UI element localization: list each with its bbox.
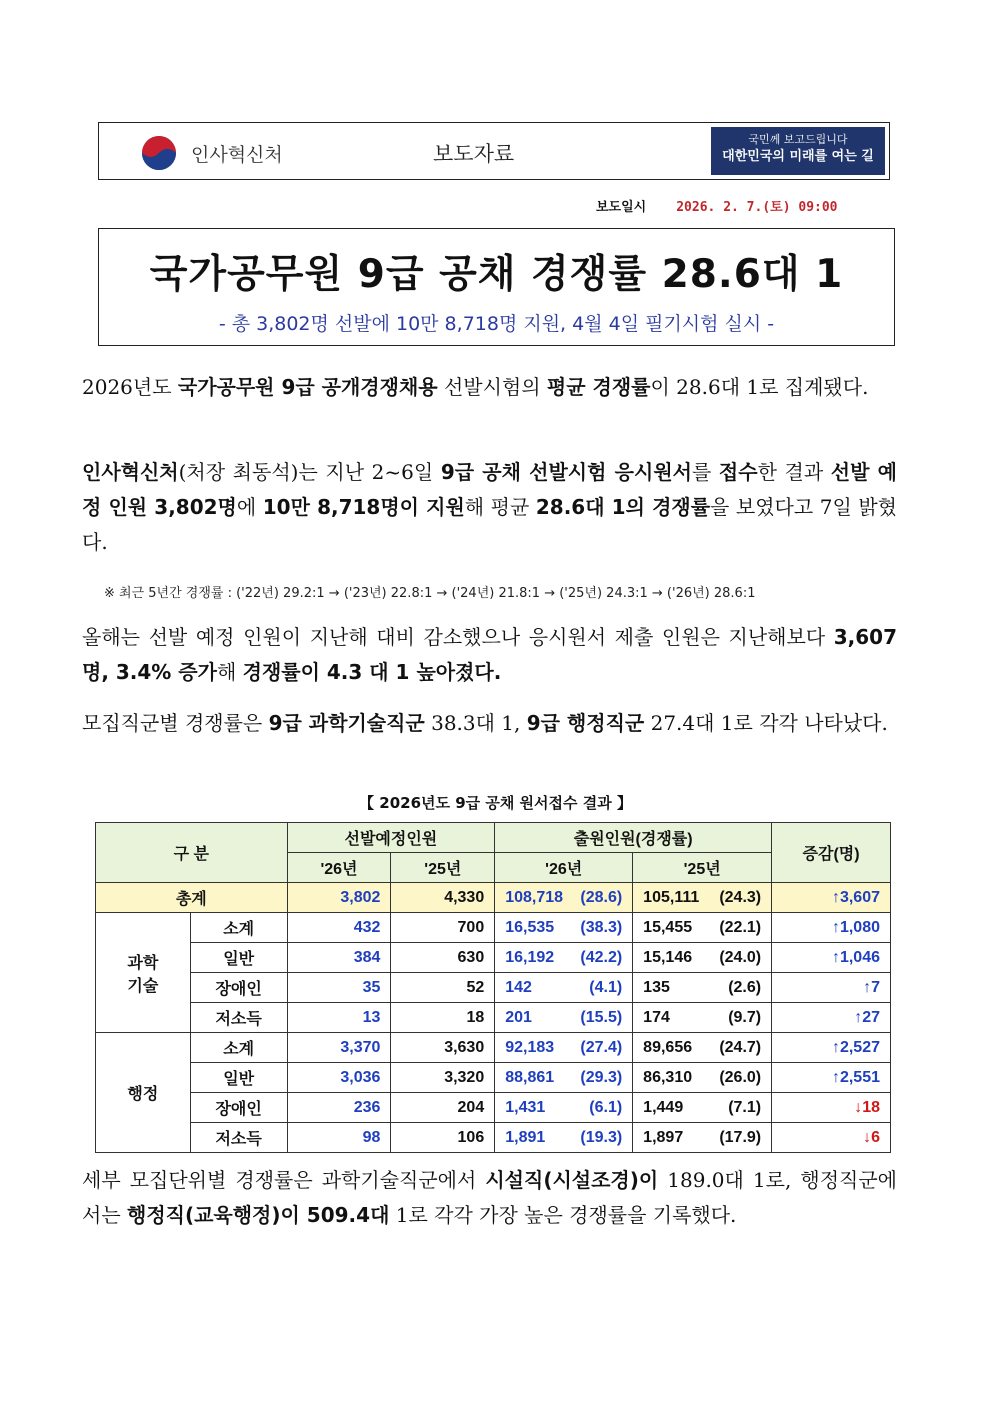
row-label: 장애인 [190, 1093, 287, 1123]
selection-2026: 98 [287, 1123, 391, 1153]
competition-rate: (28.6) [580, 888, 623, 906]
selection-2025: 204 [391, 1093, 495, 1123]
applicant-count: 15,146 [643, 948, 693, 966]
text-run: 38.3대 1, [424, 711, 527, 735]
row-label: 총계 [96, 883, 288, 913]
selection-2025: 630 [391, 943, 495, 973]
applicant-count: 89,656 [643, 1038, 693, 1056]
text-run: 해 [216, 660, 243, 684]
applicants-2026 [495, 1003, 633, 1033]
competition-rate: (22.1) [719, 918, 762, 936]
text-run: 세부 모집단위별 경쟁률은 과학기술직군에서 [82, 1168, 486, 1192]
applicant-count: 16,535 [505, 918, 555, 936]
text-run: 2026년도 [82, 375, 178, 399]
selection-2025: 3,630 [391, 1033, 495, 1063]
document-type: 보도자료 [433, 142, 515, 166]
table-row [96, 1003, 891, 1033]
competition-rate: (26.0) [719, 1068, 762, 1086]
applicants-2026 [495, 1063, 633, 1093]
table-caption: 【 2026년도 9급 공채 원서접수 결과 】 [359, 794, 632, 812]
history-note: ※ 최근 5년간 경쟁률 : ('22년) 29.2:1 → ('23년) 22.8:1 → ('24년) 21.8:1 → ('25년) 24.3:1 → ('26년) 28.6:1 [104, 586, 756, 601]
competition-rate: (19.3) [580, 1128, 623, 1146]
competition-rate: (9.7) [728, 1008, 762, 1026]
table-row [96, 1123, 891, 1153]
applicant-count: 1,449 [643, 1098, 684, 1116]
slogan-line1: 국민께 보고드립니다 [748, 133, 848, 146]
text-run: 올해는 선발 예정 인원이 지난해 대비 감소했으나 응시원서 제출 인원은 지난해보다 [82, 625, 834, 649]
selection-2026: 35 [287, 973, 391, 1003]
selection-2025: 18 [391, 1003, 495, 1033]
applicant-count: 88,861 [505, 1068, 555, 1086]
selection-2025: 3,320 [391, 1063, 495, 1093]
competition-rate: (17.9) [719, 1128, 762, 1146]
applicants-2026 [495, 1123, 633, 1153]
change-count: ↑2,551 [772, 1063, 891, 1093]
text-run-bold: 28.6대 1의 경쟁률 [535, 495, 711, 519]
change-count: ↑2,527 [772, 1033, 891, 1063]
release-date [596, 196, 838, 215]
text-run-bold: 경쟁률이 4.3 대 1 높아졌다. [242, 660, 502, 684]
selection-2026: 384 [287, 943, 391, 973]
applicant-count: 86,310 [643, 1068, 693, 1086]
slogan-line2: 대한민국의 미래를 여는 길 [722, 149, 874, 164]
table-row [96, 1063, 891, 1093]
group-label: 행정 [96, 1033, 191, 1153]
text-run-bold: 시설직(시설조경)이 [485, 1168, 659, 1192]
applicant-count: 201 [505, 1008, 532, 1026]
text-run: 한 결과 [757, 460, 831, 484]
selection-2026: 3,370 [287, 1033, 391, 1063]
change-count: ↑1,046 [772, 943, 891, 973]
applicant-count: 16,192 [505, 948, 555, 966]
competition-rate: (42.2) [580, 948, 623, 966]
release-datetime: 2026. 2. 7.(토) 09:00 [676, 200, 838, 215]
selection-2025: 700 [391, 913, 495, 943]
applicants-2026 [495, 883, 633, 913]
applicants-2025 [633, 883, 772, 913]
competition-rate: (24.7) [719, 1038, 762, 1056]
agency-name: 인사혁신처 [191, 144, 283, 166]
applicant-count: 1,431 [505, 1098, 546, 1116]
paragraph-1 [82, 370, 897, 405]
page-title: 국가공무원 9급 공채 경쟁률 28.6대 1 [149, 252, 844, 297]
row-label: 저소득 [190, 1123, 287, 1153]
competition-rate: (7.1) [728, 1098, 762, 1116]
table-row [96, 1093, 891, 1123]
text-run-bold: 3,607명, 3.4% 증가 [82, 625, 897, 684]
change-count: ↑27 [772, 1003, 891, 1033]
selection-2026: 3,802 [287, 883, 391, 913]
text-run: 를 [691, 460, 719, 484]
competition-rate: (24.0) [719, 948, 762, 966]
selection-2025: 52 [391, 973, 495, 1003]
text-run-bold: 10만 8,718명이 지원 [262, 495, 465, 519]
header-sel-25: '25년 [391, 853, 495, 883]
row-label: 일반 [190, 943, 287, 973]
row-label: 장애인 [190, 973, 287, 1003]
change-count: ↑3,607 [772, 883, 891, 913]
paragraph-2 [82, 455, 897, 560]
competition-rate: (29.3) [580, 1068, 623, 1086]
change-count: ↓18 [772, 1093, 891, 1123]
text-run: 에 [236, 495, 263, 519]
competition-rate: (27.4) [580, 1038, 623, 1056]
competition-rate: (2.6) [728, 978, 762, 996]
group-label: 과학 기술 [96, 913, 191, 1033]
text-run: 1로 각각 가장 높은 경쟁률을 기록했다. [389, 1203, 737, 1227]
applicants-2026 [495, 973, 633, 1003]
table-row [96, 973, 891, 1003]
applicants-2025 [633, 1093, 772, 1123]
competition-rate: (38.3) [580, 918, 623, 936]
row-label: 소계 [190, 913, 287, 943]
text-run-bold: 접수 [718, 460, 758, 484]
competition-rate: (15.5) [580, 1008, 623, 1026]
applicant-count: 108,718 [505, 888, 564, 906]
applicants-2025 [633, 1003, 772, 1033]
header-selection: 선발예정인원 [287, 823, 495, 853]
change-count: ↑7 [772, 973, 891, 1003]
competition-rate: (4.1) [589, 978, 623, 996]
text-run: 27.4대 1로 각각 나타났다. [644, 711, 888, 735]
table-row [96, 913, 891, 943]
row-label: 저소득 [190, 1003, 287, 1033]
header-applicants: 출원인원(경쟁률) [495, 823, 772, 853]
paragraph-3 [82, 620, 897, 690]
change-count: ↓6 [772, 1123, 891, 1153]
applicant-count: 135 [643, 978, 670, 996]
applicant-count: 174 [643, 1008, 670, 1026]
results-table [95, 822, 891, 1153]
applicants-2025 [633, 913, 772, 943]
paragraph-4 [82, 706, 897, 741]
text-run: 을 보였다고 7일 밝혔다. [82, 495, 897, 554]
selection-2026: 432 [287, 913, 391, 943]
applicants-2026 [495, 943, 633, 973]
header-app-26: '26년 [495, 853, 633, 883]
table-row [96, 943, 891, 973]
applicants-2026 [495, 1033, 633, 1063]
text-run: 모집직군별 경쟁률은 [82, 711, 269, 735]
header-change: 증감(명) [772, 823, 891, 883]
header-app-25: '25년 [633, 853, 772, 883]
text-run: 선발시험의 [437, 375, 547, 399]
paragraph-5 [82, 1163, 897, 1233]
applicants-2025 [633, 973, 772, 1003]
applicants-2025 [633, 943, 772, 973]
applicant-count: 142 [505, 978, 532, 996]
applicants-2026 [495, 913, 633, 943]
text-run-bold: 9급 행정직군 [526, 711, 645, 735]
text-run-bold: 9급 과학기술직군 [268, 711, 425, 735]
applicant-count: 1,897 [643, 1128, 684, 1146]
competition-rate: (6.1) [589, 1098, 623, 1116]
title-box [98, 228, 895, 346]
competition-rate: (24.3) [719, 888, 762, 906]
applicant-count: 105,111 [643, 888, 700, 906]
slogan-banner [711, 127, 885, 175]
text-run-bold: 행정직(교육행정)이 509.4대 [127, 1203, 390, 1227]
text-run: (처장 최동석)는 지난 2~6일 [178, 460, 441, 484]
row-label: 소계 [190, 1033, 287, 1063]
row-label: 일반 [190, 1063, 287, 1093]
text-run-bold: 평균 경쟁률 [546, 375, 651, 399]
selection-2026: 13 [287, 1003, 391, 1033]
applicants-2025 [633, 1063, 772, 1093]
selection-2025: 4,330 [391, 883, 495, 913]
table-row [96, 1033, 891, 1063]
header-sel-26: '26년 [287, 853, 391, 883]
table-body [96, 883, 891, 1153]
document-header [98, 122, 890, 180]
selection-2026: 236 [287, 1093, 391, 1123]
selection-2025: 106 [391, 1123, 495, 1153]
applicants-2026 [495, 1093, 633, 1123]
applicant-count: 1,891 [505, 1128, 546, 1146]
change-count: ↑1,080 [772, 913, 891, 943]
applicant-count: 92,183 [505, 1038, 555, 1056]
text-run: 이 28.6대 1로 집계됐다. [650, 375, 869, 399]
applicants-2025 [633, 1123, 772, 1153]
text-run-bold: 선발 예정 인원 3,802명 [82, 460, 897, 519]
page-subtitle: - 총 3,802명 선발에 10만 8,718명 지원, 4월 4일 필기시험 실시 - [218, 313, 775, 335]
government-emblem-icon [139, 133, 179, 173]
table-row-total [96, 883, 891, 913]
header-category: 구 분 [96, 823, 288, 883]
text-run-bold: 9급 공채 선발시험 응시원서 [440, 460, 692, 484]
text-run: 해 평균 [464, 495, 536, 519]
selection-2026: 3,036 [287, 1063, 391, 1093]
release-label: 보도일시 [596, 200, 647, 215]
text-run-bold: 인사혁신처 [82, 460, 179, 484]
applicant-count: 15,455 [643, 918, 693, 936]
text-run-bold: 국가공무원 9급 공개경쟁채용 [177, 375, 438, 399]
text-run: 189.0대 1로, 행정직군에서는 [82, 1168, 897, 1227]
applicants-2025 [633, 1033, 772, 1063]
